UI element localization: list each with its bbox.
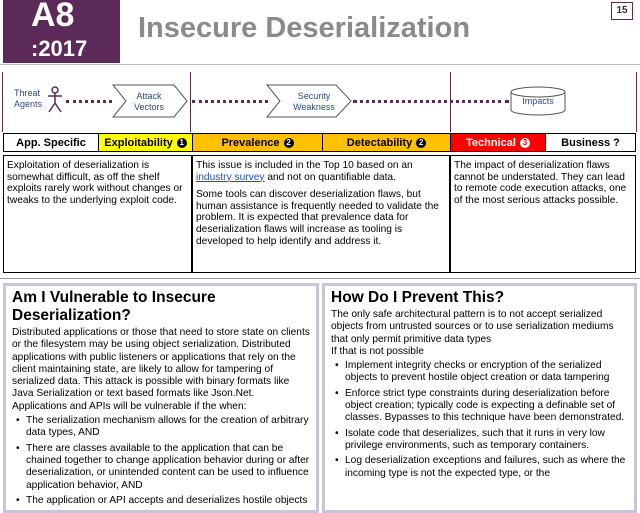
list-item: • The serialization mechanism allows for the creation of arbitrary data types, AND xyxy=(26,415,310,440)
category-badge xyxy=(3,0,120,63)
prevalence-score-badge: 2 xyxy=(284,138,294,148)
prevent-heading: How Do I Prevent This? xyxy=(331,289,505,306)
prevent-if-not: If that is not possible xyxy=(331,345,424,357)
rating-prevalence: Prevalence 2 xyxy=(193,134,323,151)
industry-survey-link[interactable]: industry survey xyxy=(196,171,265,183)
rating-technical: Technical 3 xyxy=(451,134,546,151)
list-item: • Isolate code that deserializes, such that it runs in very low privilege environments, such as temporary containers. xyxy=(345,428,628,453)
flow-connector xyxy=(353,100,509,103)
vulnerable-intro: Distributed applications or those that need to store state on clients or the filesystem may be using object serialization. Distributed applications with public listeners or applications that rely on the client maintaining state, are likely to allow for tampering of serialized data. This attack is possible with binary formats like Java Serialization or text based formats like Json.Net. Applications and APIs will be vulnerable if the when: xyxy=(12,327,310,412)
rating-business: Business ? xyxy=(561,136,620,149)
exploitability-description: Exploitation of deserialization is somewhat difficult, as off the shelf exploits rarely work without changes or tweaks to the underlying exploit code. xyxy=(4,156,193,272)
risk-descriptions xyxy=(3,155,636,273)
rating-exploitability: Exploitability 1 xyxy=(99,134,193,151)
security-weakness-label: Security Weakness xyxy=(293,91,335,112)
prevent-intro: The only safe architectural pattern is to not accept serialized objects from untrusted sources or to use serialization mediums that only permit primitive data types xyxy=(331,309,614,345)
rating-app-specific: App. Specific xyxy=(4,134,99,151)
prevent-list xyxy=(331,360,628,480)
prevalence-description: This issue is included in the Top 10 based on an industry survey and not on quantifiable data. Some tools can discover deserialization flaws, but human assistance is frequently needed to validate the problem. It is expected that prevalence data for deserialization flaws will increase as tooling is developed to help identify and address it. xyxy=(193,156,451,272)
ratings-row xyxy=(3,133,636,152)
header-divider xyxy=(0,64,640,65)
attack-vectors-label: Attack Vectors xyxy=(133,91,164,112)
list-item: • Log deserialization exceptions and failures, such as where the incoming type is not the expected type, or the xyxy=(345,455,628,480)
rating-detectability: Detectability 2 xyxy=(323,134,451,151)
flow-divider xyxy=(636,72,637,132)
flow-connector xyxy=(192,100,268,103)
flow-divider xyxy=(2,72,3,132)
section-divider xyxy=(0,278,640,279)
page-title: Insecure Deserialization xyxy=(138,12,471,44)
vulnerable-panel xyxy=(3,283,319,513)
list-item: • The application or API accepts and deserializes hostile objects xyxy=(26,495,310,507)
prevent-panel xyxy=(322,283,637,513)
page-number: 15 xyxy=(611,2,633,20)
vulnerable-heading: Am I Vulnerable to Insecure Deserialization? xyxy=(12,289,216,324)
flow-connector xyxy=(66,100,112,103)
category-year: :2017 xyxy=(31,36,88,61)
technical-score-badge: 3 xyxy=(520,138,530,148)
list-item: • There are classes available to the application that can be chained together to change application behavior during or after deserialization, or unintended content can be used to influence application behavior, AND xyxy=(26,443,310,492)
list-item: • Enforce strict type constraints during deserialization before object creation; typically code is expecting a definable set of classes. Bypasses to this technique have been demonstrated. xyxy=(345,388,628,425)
flow-divider xyxy=(190,72,191,132)
detectability-score-badge: 2 xyxy=(416,138,426,148)
impacts-label: Impacts xyxy=(522,96,554,106)
list-item: • Implement integrity checks or encryption of the serialized objects to prevent hostile object creation or data tampering xyxy=(345,360,628,385)
impact-description: The impact of deserialization flaws cannot be understated. They can lead to remote code execution attacks, one of the most serious attacks possible. xyxy=(454,160,627,206)
vulnerable-list xyxy=(12,415,310,507)
category-code: A8 xyxy=(31,0,75,34)
risk-flow-diagram xyxy=(0,72,640,132)
threat-agents-label: Threat Agents xyxy=(14,88,43,109)
threat-agent-icon xyxy=(46,86,64,114)
exploitability-score-badge: 1 xyxy=(177,138,187,148)
